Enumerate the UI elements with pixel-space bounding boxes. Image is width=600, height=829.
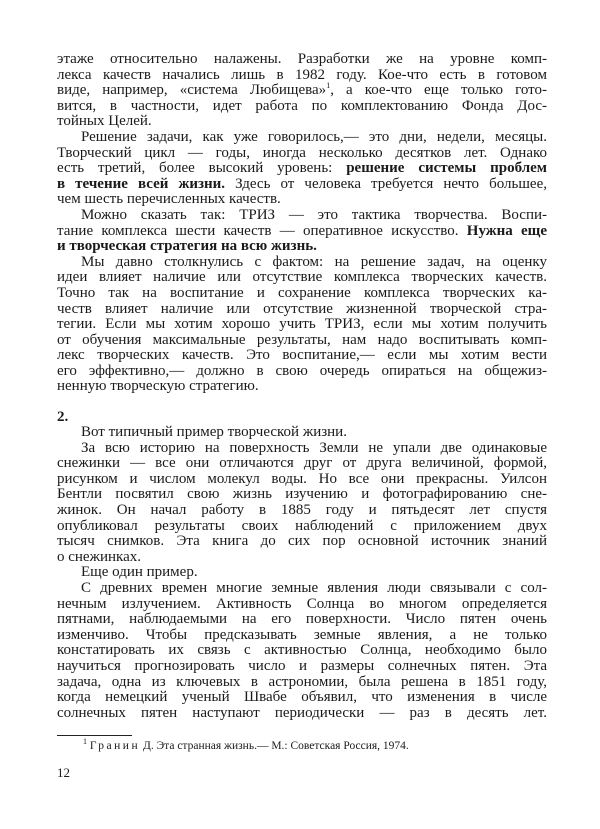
text-span: тойных Целей. (57, 113, 152, 130)
text-span: жинок. Он начал работу в 1885 году и пятьдесят лет спустя (57, 501, 547, 518)
text-line (57, 690, 547, 706)
text-line (57, 302, 547, 318)
footnote-reference: 1 (326, 81, 331, 91)
text-span: Бентли посвятил свою жизнь изучению и фотографированию сне- (57, 486, 547, 503)
text-span: задача, одна из ключевых в астрономии, была решена в 1851 году, (57, 673, 547, 690)
text-line (57, 239, 547, 255)
text-span: есть третий, более высокий уровень: (57, 160, 347, 177)
text-span: Точно так на воспитание и сохранение комплекса творческих ка- (57, 284, 547, 301)
section-heading: 2. (57, 409, 69, 425)
text-span: вится, в частности, идет работа по комплектованию Фонда Дос- (57, 97, 547, 114)
text-block-top (57, 52, 547, 395)
text-span: констатировать их связь с активностью Солнца, необходимо было (57, 642, 547, 659)
text-line (57, 255, 547, 271)
text-span: Еще один пример. (81, 564, 198, 581)
text-span: чем шесть перечисленных качеств. (57, 191, 281, 208)
bold-text: Нужна еще (466, 222, 547, 239)
paragraph (57, 52, 547, 130)
text-line (57, 286, 547, 302)
text-line (57, 192, 547, 208)
text-span: виде, например, «система Любищева» (57, 82, 327, 99)
text-line (57, 425, 547, 441)
text-line (57, 534, 547, 550)
text-span: рисунком и числом молекул воды. Но все они прекрасны. Уилсон (57, 470, 547, 487)
text-line (57, 270, 547, 286)
text-line (57, 130, 547, 146)
text-line (57, 612, 547, 628)
text-span: солнечных пятен наступают периодически — раз в десять лет. (57, 704, 547, 721)
text-span: когда немецкий ученый Швабе объявил, что изменения в числе (57, 689, 547, 706)
text-span: Вот типичный пример творческой жизни. (81, 424, 347, 440)
text-span: Творческий цикл — годы, иногда несколько десятков лет. Однако (57, 144, 547, 161)
text-span: пятнами, наблюдаемыми на его поверхности. Число пятен очень (57, 611, 547, 628)
text-line (57, 68, 547, 84)
footnote-divider (57, 735, 132, 736)
text-span: тегии. Если мы хотим хорошо учить ТРИЗ, если мы хотим получить (57, 316, 547, 333)
paragraph (57, 565, 547, 581)
text-line (57, 379, 547, 395)
text-span: лекса качеств начались лишь в 1982 году. Кое-что есть в готовом (57, 66, 547, 83)
text-span: Мы давно столкнулись с фактом: на решение задач, на оценку (81, 253, 547, 270)
text-line (57, 597, 547, 613)
text-span: о снежинках. (57, 548, 141, 565)
text-line (57, 441, 547, 457)
text-span: ненную творческую стратегию. (57, 378, 259, 395)
text-line (57, 177, 547, 193)
paragraph (57, 130, 547, 208)
paragraph (57, 441, 547, 566)
text-span: Решение задачи, как уже говорилось,— это дни, недели, месяцы. (81, 128, 547, 145)
text-line (57, 52, 547, 68)
footnote-text: Д. Эта странная жизнь.— М.: Советская Россия, 1974. (140, 740, 409, 752)
footnote-author: Гранин (89, 740, 141, 752)
text-span: Здесь от человека требуется нечто большее, (225, 175, 547, 192)
text-block-section-2 (57, 425, 547, 721)
text-span: нечным излучением. Активность Солнца во многом определяется (57, 595, 547, 612)
text-line (57, 348, 547, 364)
text-line (57, 706, 547, 722)
text-line (57, 519, 547, 535)
text-line (57, 146, 547, 162)
text-line (57, 333, 547, 349)
text-line (57, 456, 547, 472)
footnote-marker: 1 (83, 737, 87, 747)
text-line (57, 628, 547, 644)
text-span: С древних времен многие земные явления люди связывали с сол- (81, 579, 547, 596)
text-span: изменчиво. Чтобы предсказывать земные явления, а не только (57, 626, 547, 643)
text-span: от обучения максимальные результаты, нам надо воспитывать комп- (57, 331, 547, 348)
text-span: научиться прогнозировать число и размеры солнечных пятен. Эта (57, 657, 547, 674)
text-line (57, 503, 547, 519)
text-line (57, 565, 547, 581)
text-line (57, 659, 547, 675)
text-span: , а кое-что еще только гото- (330, 82, 548, 99)
text-span: снежинки — все они отличаются друг от друга величиной, формой, (57, 455, 547, 472)
text-span: честв влияет наличие или отсутствие жизненной творческой стра- (57, 300, 547, 317)
text-line (57, 114, 547, 130)
text-line (57, 550, 547, 566)
paragraph (57, 581, 547, 721)
text-line (57, 83, 547, 99)
text-span: лекс творческих качеств. Это воспитание,— если мы хотим вести (57, 347, 547, 364)
bold-text: и творческая стратегия на всю жизнь. (57, 238, 317, 255)
text-span: этаже относительно налажены. Разработки же на уровне комп- (57, 51, 547, 67)
text-span: За всю историю на поверхность Земли не упали две одинаковые (81, 439, 547, 456)
text-span: опубликовал результаты своих наблюдений с приложением двух (57, 517, 547, 534)
text-line (57, 487, 547, 503)
text-span: его эффективно,— должно в свою очередь опираться на общежиз- (57, 362, 547, 379)
text-line (57, 99, 547, 115)
text-span: Можно сказать так: ТРИЗ — это тактика творчества. Воспи- (81, 206, 547, 223)
text-line (57, 364, 547, 380)
text-line (57, 643, 547, 659)
text-line (57, 224, 547, 240)
text-span: тание комплекса шести качеств — оперативное искусство. (57, 222, 467, 239)
text-line (57, 317, 547, 333)
bold-text: в течение всей жизни. (57, 175, 226, 192)
paragraph (57, 255, 547, 395)
text-span: тысяч снимков. Эта книга до сих пор основной источник знаний (57, 533, 547, 550)
text-line (57, 208, 547, 224)
text-line (57, 581, 547, 597)
text-span: идеи влияет наличие или отсутствие комплекса творческих качеств. (57, 269, 547, 286)
text-line (57, 675, 547, 691)
page-number: 12 (57, 765, 70, 780)
text-line (57, 472, 547, 488)
footnote (83, 737, 409, 752)
paragraph (57, 208, 547, 255)
bold-text: решение системы проблем (346, 160, 547, 177)
paragraph (57, 425, 547, 441)
text-line (57, 161, 547, 177)
